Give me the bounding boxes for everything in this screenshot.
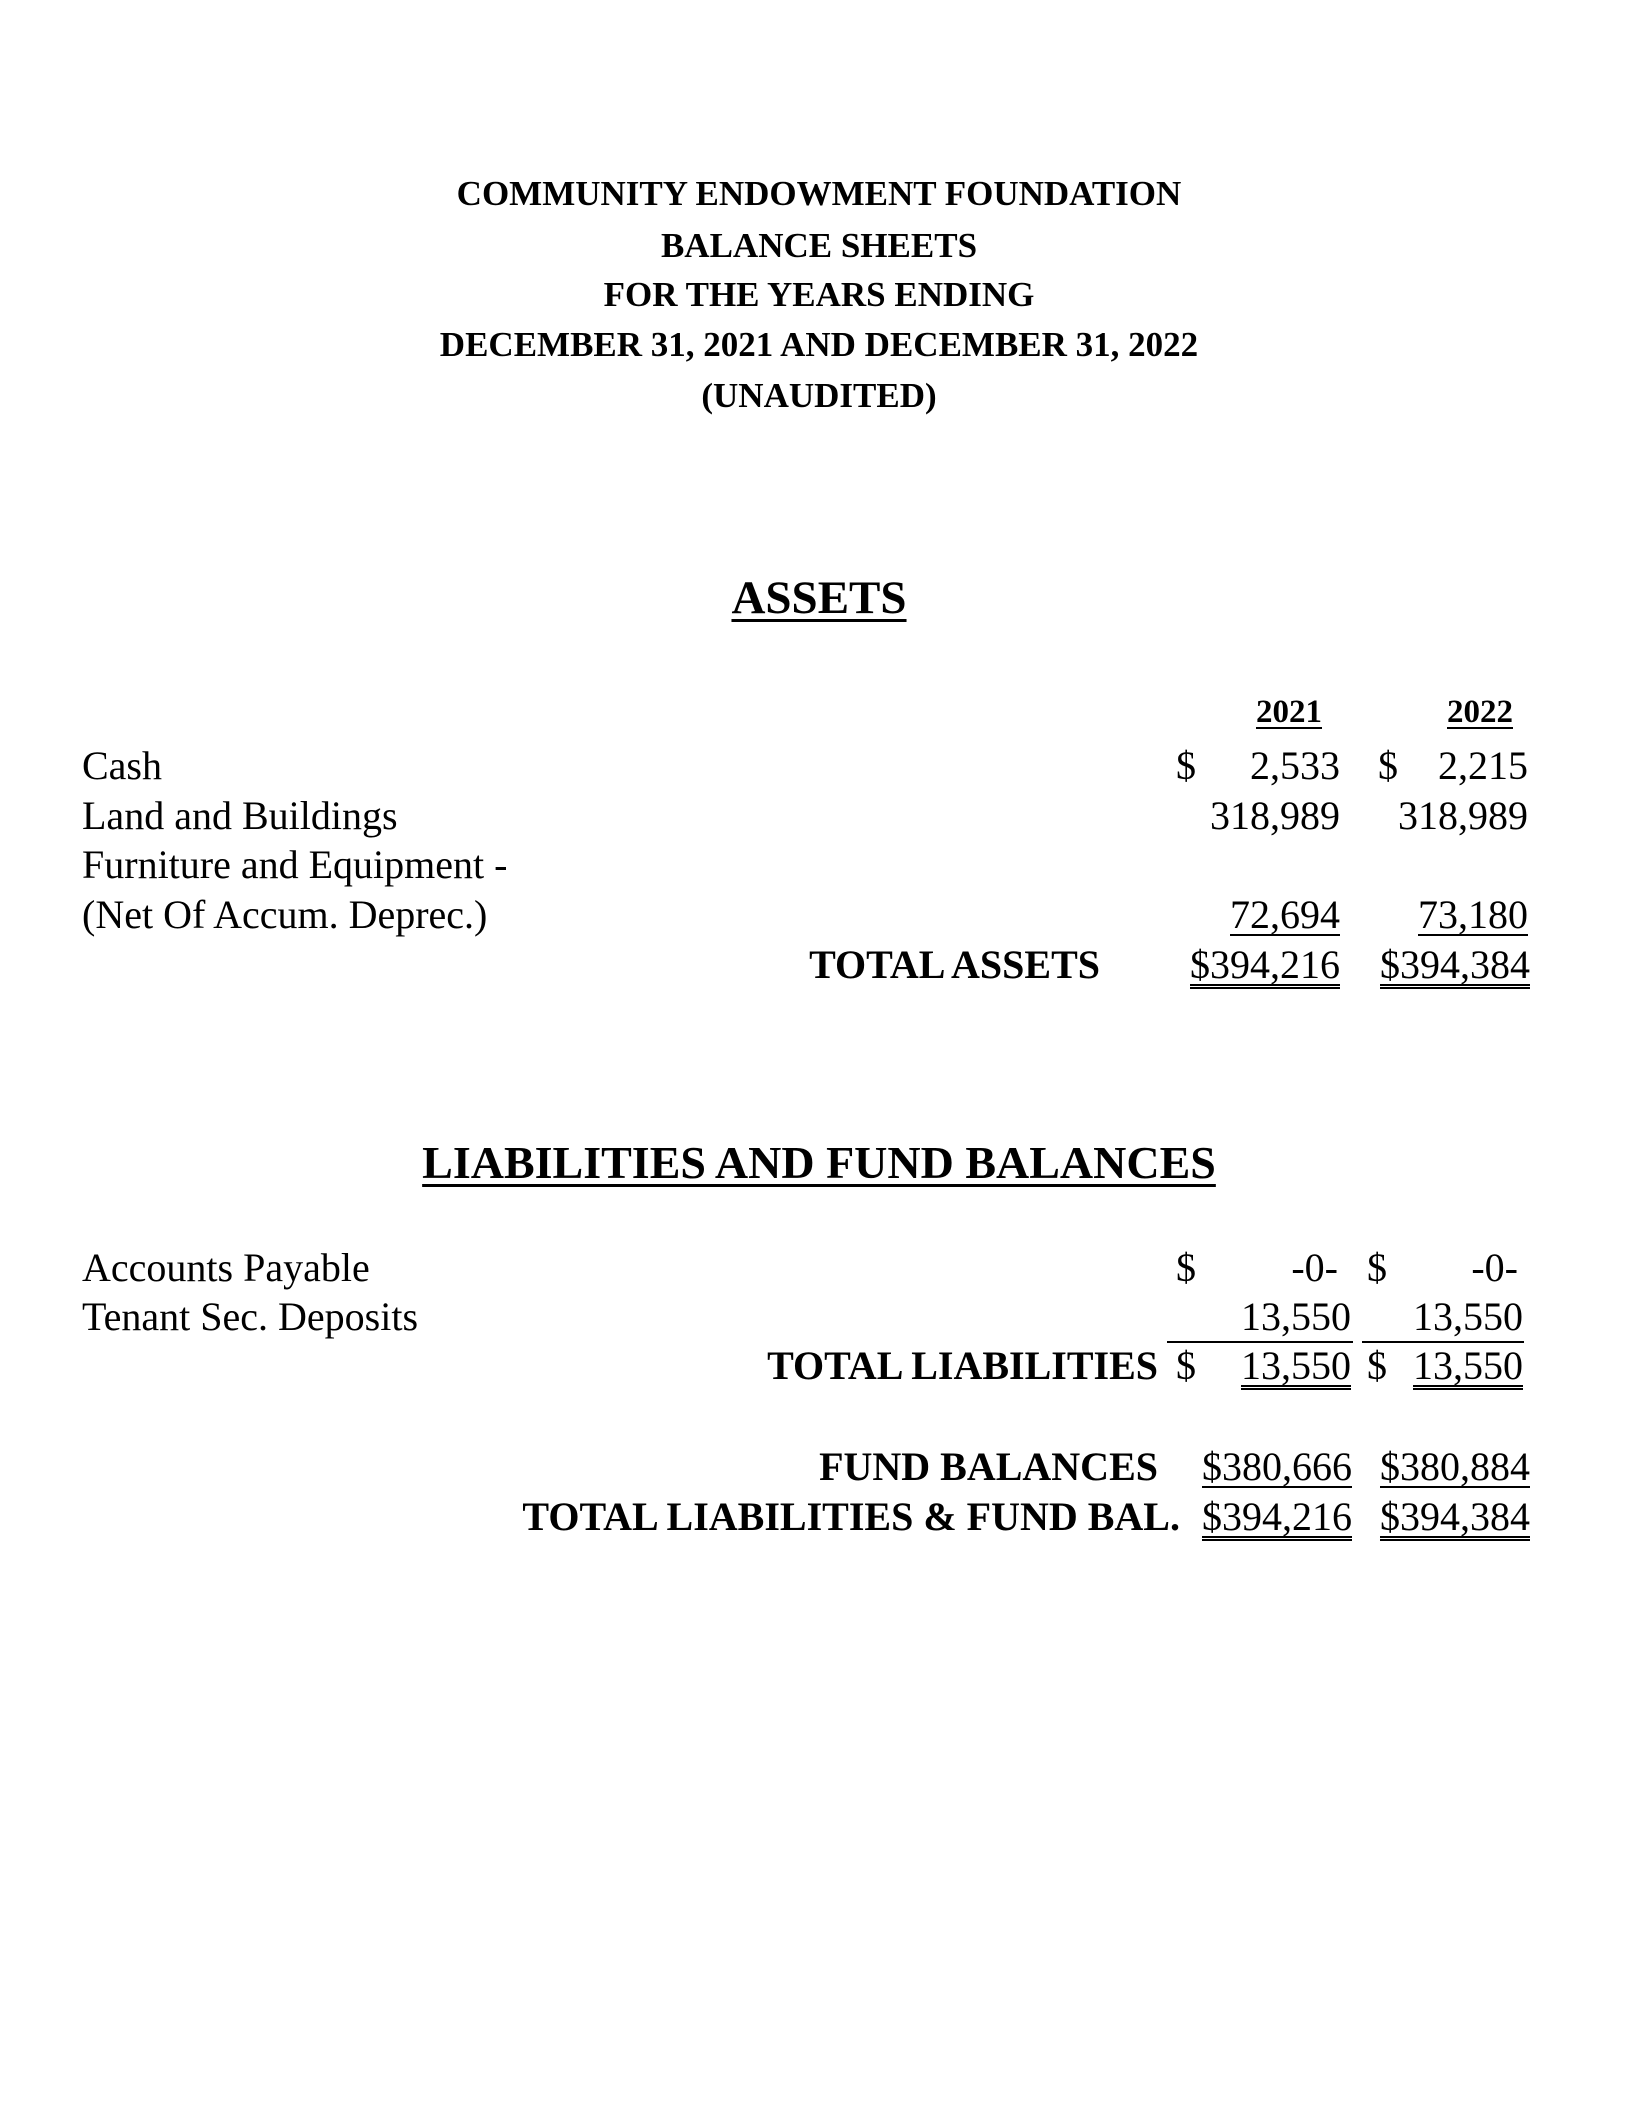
- year-2022-header: 2022: [1447, 694, 1513, 730]
- total-assets-2022-value: $394,384: [1380, 942, 1530, 987]
- fund-balances-2021-value: $380,666: [1202, 1444, 1352, 1489]
- fund-balances-label: FUND BALANCES: [819, 1444, 1158, 1489]
- furniture-equipment-label: Furniture and Equipment -: [82, 842, 508, 887]
- cash-2022-value: 2,215: [1438, 743, 1528, 788]
- furniture-equipment-sublabel: (Net Of Accum. Deprec.): [82, 892, 488, 937]
- cash-2021-value: 2,533: [1250, 743, 1340, 788]
- cash-label: Cash: [82, 743, 162, 788]
- tenant-deposits-2021-value: 13,550: [1241, 1294, 1351, 1339]
- total-liabilities-2022-currency: $: [1367, 1343, 1387, 1388]
- accounts-payable-2022-currency: $: [1367, 1245, 1387, 1290]
- total-liabilities-2022-value: 13,550: [1413, 1343, 1523, 1388]
- accounts-payable-label: Accounts Payable: [82, 1245, 370, 1290]
- year-2021-header: 2021: [1256, 694, 1322, 730]
- total-assets-2021-value: $394,216: [1190, 942, 1340, 987]
- report-dates: DECEMBER 31, 2021 AND DECEMBER 31, 2022: [439, 325, 1199, 364]
- accounts-payable-2021-value: -0-: [1291, 1245, 1338, 1290]
- land-buildings-2022-value: 318,989: [1398, 793, 1528, 838]
- liabilities-heading: LIABILITIES AND FUND BALANCES: [422, 1137, 1216, 1188]
- furniture-equipment-2022-value: 73,180: [1418, 892, 1528, 937]
- furniture-equipment-2021-value: 72,694: [1230, 892, 1340, 937]
- org-name: COMMUNITY ENDOWMENT FOUNDATION: [456, 174, 1182, 213]
- total-liabilities-fund-bal-label: TOTAL LIABILITIES & FUND BAL.: [522, 1494, 1180, 1539]
- report-period-line: FOR THE YEARS ENDING: [603, 275, 1035, 314]
- total-liabilities-2021-value: 13,550: [1241, 1343, 1351, 1388]
- report-title: BALANCE SHEETS: [660, 226, 978, 265]
- accounts-payable-2022-value: -0-: [1471, 1245, 1518, 1290]
- total-liabilities-label: TOTAL LIABILITIES: [767, 1343, 1158, 1388]
- accounts-payable-2021-currency: $: [1176, 1245, 1196, 1290]
- total-assets-label: TOTAL ASSETS: [809, 942, 1100, 987]
- cash-2022-currency: $: [1378, 743, 1398, 788]
- assets-heading: ASSETS: [731, 572, 907, 624]
- land-buildings-label: Land and Buildings: [82, 793, 398, 838]
- total-liabilities-2021-currency: $: [1176, 1343, 1196, 1388]
- tenant-deposits-2022-value: 13,550: [1413, 1294, 1523, 1339]
- total-liabilities-fund-bal-2021-value: $394,216: [1202, 1494, 1352, 1539]
- land-buildings-2021-value: 318,989: [1210, 793, 1340, 838]
- tenant-deposits-label: Tenant Sec. Deposits: [82, 1294, 419, 1339]
- total-liabilities-fund-bal-2022-value: $394,384: [1380, 1494, 1530, 1539]
- report-status: (UNAUDITED): [701, 376, 937, 415]
- cash-2021-currency: $: [1176, 743, 1196, 788]
- fund-balances-2022-value: $380,884: [1380, 1444, 1530, 1489]
